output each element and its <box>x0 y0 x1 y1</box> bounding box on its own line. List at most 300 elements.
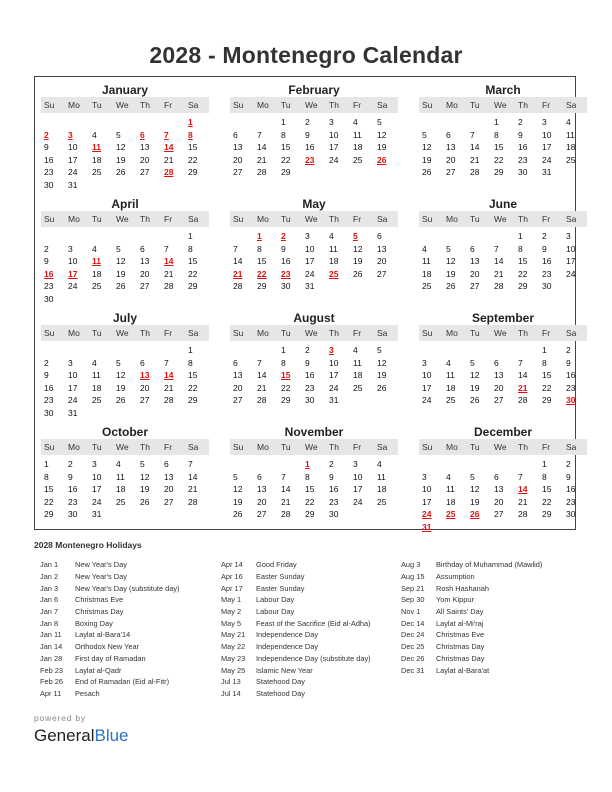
day-cell: 9 <box>329 471 334 482</box>
weekday-header <box>230 439 398 455</box>
day-cell: 4 <box>422 243 427 254</box>
day-cell: 28 <box>257 395 267 405</box>
day-cell: 7 <box>257 129 262 140</box>
holiday-name: New Year's Day <box>75 572 127 582</box>
day-cell: 24 <box>566 268 576 279</box>
holiday-row <box>221 653 371 665</box>
day-cell: 13 <box>164 471 174 482</box>
day-cell: 16 <box>305 142 315 152</box>
day-cell: 20 <box>446 154 456 165</box>
empty-cell <box>491 230 515 243</box>
weekday-label: Sa <box>566 214 577 224</box>
day-grid <box>419 116 587 179</box>
weekday-label: Th <box>329 100 339 110</box>
weekday-label: Th <box>518 214 528 224</box>
brand-general: General <box>34 726 95 745</box>
day-cell: 12 <box>233 484 243 494</box>
weekday-label: Tu <box>470 442 480 452</box>
holiday-name: First day of Ramadan <box>75 653 146 663</box>
holiday-date: Jan 11 <box>40 630 62 640</box>
holiday-row <box>401 641 542 653</box>
weekday-label: Tu <box>281 214 291 224</box>
day-cell: 30 <box>542 281 552 291</box>
day-cell: 23 <box>44 167 54 177</box>
day-cell: 30 <box>566 509 576 519</box>
day-cell: 22 <box>281 382 291 393</box>
holiday-date: Dec 14 <box>401 618 425 628</box>
weekday-label: Mo <box>257 328 269 338</box>
day-cell: 7 <box>518 471 523 482</box>
day-cell: 15 <box>542 370 552 380</box>
day-cell: 28 <box>518 395 528 405</box>
day-cell: 6 <box>470 243 475 254</box>
day-cell: 21 <box>164 154 174 165</box>
empty-cell <box>161 344 185 357</box>
holiday-date: Feb 23 <box>40 665 64 675</box>
day-cell: 15 <box>188 256 198 266</box>
month-name: May <box>302 197 326 211</box>
day-cell: 24 <box>353 496 363 507</box>
month-name: September <box>471 311 535 325</box>
day-cell: 6 <box>233 129 238 140</box>
day-cell: 27 <box>233 167 243 177</box>
day-cell: 21 <box>281 496 291 507</box>
day-cell: 5 <box>377 345 382 355</box>
day-cell: 2 <box>566 345 571 355</box>
day-cell: 18 <box>446 496 456 507</box>
holiday-name: Independence Day <box>256 642 319 652</box>
day-cell: 1 <box>188 231 193 241</box>
day-cell: 2 <box>68 459 73 469</box>
holiday-date: Jul 13 <box>221 677 241 687</box>
weekday-label: Mo <box>68 100 80 110</box>
day-cell: 10 <box>68 256 78 266</box>
brand-logo[interactable] <box>34 726 129 746</box>
day-cell: 15 <box>542 484 552 494</box>
day-cell: 6 <box>233 357 238 368</box>
weekday-label: Tu <box>470 214 480 224</box>
weekday-label: Tu <box>92 214 102 224</box>
day-cell: 15 <box>44 484 54 494</box>
weekday-label: We <box>305 214 318 224</box>
day-cell: 3 <box>92 459 97 469</box>
weekday-header <box>230 325 398 341</box>
empty-cell <box>467 458 491 471</box>
holiday-date: Apr 16 <box>221 572 243 582</box>
month-name: February <box>288 83 340 97</box>
day-cell: 27 <box>470 281 480 291</box>
weekday-header <box>419 97 587 113</box>
weekday-label: We <box>305 328 318 338</box>
holiday-name: End of Ramadan (Eid al-Fitr) <box>75 677 170 687</box>
day-cell: 20 <box>140 154 150 165</box>
day-cell: 19 <box>140 484 150 494</box>
holiday-date: Jul 14 <box>221 688 241 698</box>
day-cell: 9 <box>542 243 547 254</box>
holiday-day-cell: 1 <box>188 117 193 127</box>
empty-cell <box>65 116 89 129</box>
day-cell: 26 <box>422 167 432 177</box>
day-cell: 31 <box>542 167 552 177</box>
day-cell: 19 <box>353 256 363 266</box>
weekday-label: We <box>116 328 129 338</box>
month-july <box>41 311 209 419</box>
weekday-label: We <box>116 100 129 110</box>
day-cell: 9 <box>44 256 49 266</box>
holiday-row <box>40 594 180 606</box>
day-cell: 3 <box>305 231 310 241</box>
holiday-name: Easter Sunday <box>256 583 305 593</box>
empty-cell <box>467 230 491 243</box>
day-cell: 16 <box>281 256 291 266</box>
day-cell: 9 <box>68 471 73 482</box>
day-cell: 21 <box>257 154 267 165</box>
holiday-name: Laylat al-Bara'14 <box>75 630 131 640</box>
weekday-label: Su <box>422 100 433 110</box>
month-august <box>230 311 398 407</box>
empty-cell <box>419 458 443 471</box>
day-cell: 8 <box>281 129 286 140</box>
weekday-label: Th <box>140 214 150 224</box>
day-cell: 11 <box>446 484 455 494</box>
holiday-day-cell: 14 <box>164 370 174 380</box>
holiday-name: New Year's Day <box>75 560 127 570</box>
day-cell: 27 <box>164 496 174 507</box>
day-cell: 13 <box>233 142 243 152</box>
holiday-day-cell: 23 <box>281 268 291 279</box>
day-cell: 30 <box>518 167 528 177</box>
weekday-label: Fr <box>164 214 173 224</box>
day-cell: 17 <box>68 382 78 393</box>
day-cell: 15 <box>188 142 198 152</box>
day-cell: 3 <box>68 357 73 368</box>
weekday-label: Tu <box>470 328 480 338</box>
month-name: March <box>485 83 521 97</box>
day-cell: 25 <box>116 496 126 507</box>
day-cell: 29 <box>305 509 315 519</box>
day-cell: 24 <box>542 154 552 165</box>
holiday-day-cell: 1 <box>305 459 310 469</box>
weekday-label: Th <box>329 214 339 224</box>
holiday-day-cell: 25 <box>446 509 456 519</box>
weekday-label: Tu <box>92 328 102 338</box>
powered-by-label: powered by <box>34 713 86 723</box>
day-cell: 15 <box>494 142 504 152</box>
day-cell: 31 <box>329 395 339 405</box>
day-cell: 31 <box>305 281 315 291</box>
holiday-column <box>40 559 180 699</box>
holiday-day-cell: 1 <box>257 231 262 241</box>
empty-cell <box>161 116 185 129</box>
day-cell: 19 <box>446 268 456 279</box>
day-cell: 26 <box>377 382 387 393</box>
day-cell: 6 <box>494 471 499 482</box>
day-cell: 17 <box>329 370 339 380</box>
empty-cell <box>443 344 467 357</box>
day-cell: 14 <box>257 370 267 380</box>
day-cell: 19 <box>116 154 126 165</box>
holiday-row <box>401 559 542 571</box>
day-cell: 11 <box>116 471 125 482</box>
month-february <box>230 83 398 179</box>
day-grid <box>419 458 587 533</box>
day-cell: 4 <box>446 471 451 482</box>
day-cell: 16 <box>68 484 78 494</box>
day-cell: 29 <box>188 167 198 177</box>
empty-cell <box>443 230 467 243</box>
day-cell: 18 <box>353 142 363 152</box>
weekday-label: Sa <box>566 100 577 110</box>
empty-cell <box>89 116 113 129</box>
holiday-day-cell: 15 <box>281 370 291 380</box>
holiday-row <box>401 606 542 618</box>
day-cell: 6 <box>140 357 145 368</box>
day-cell: 23 <box>566 382 576 393</box>
weekday-header <box>419 211 587 227</box>
day-cell: 27 <box>494 509 504 519</box>
day-cell: 24 <box>68 167 78 177</box>
holiday-name: New Year's Day (substitute day) <box>75 583 180 593</box>
weekday-label: Fr <box>164 100 173 110</box>
day-cell: 18 <box>446 382 456 393</box>
day-cell: 1 <box>188 345 193 355</box>
empty-cell <box>230 344 254 357</box>
holiday-date: May 25 <box>221 665 246 675</box>
day-cell: 22 <box>44 496 54 507</box>
day-cell: 30 <box>329 509 339 519</box>
month-name: January <box>101 83 149 97</box>
day-grid <box>230 116 398 179</box>
holiday-name: Birthday of Muhammad (Mawlid) <box>436 560 543 570</box>
holiday-name: Rosh Hashanah <box>436 583 490 593</box>
day-cell: 12 <box>116 256 126 266</box>
day-cell: 8 <box>494 129 499 140</box>
page-title: 2028 - Montenegro Calendar <box>149 42 463 68</box>
day-cell: 4 <box>446 357 451 368</box>
day-cell: 20 <box>140 268 150 279</box>
holiday-day-cell: 26 <box>377 154 387 165</box>
day-cell: 11 <box>329 243 338 254</box>
day-cell: 13 <box>257 484 267 494</box>
holiday-date: Jan 28 <box>40 653 63 663</box>
holiday-day-cell: 14 <box>164 142 174 152</box>
day-cell: 5 <box>470 357 475 368</box>
weekday-label: We <box>116 214 129 224</box>
holiday-date: May 1 <box>221 595 242 605</box>
holiday-day-cell: 16 <box>44 268 54 279</box>
holiday-row <box>401 594 542 606</box>
empty-cell <box>161 230 185 243</box>
day-cell: 9 <box>281 243 286 254</box>
day-cell: 10 <box>305 243 315 254</box>
day-cell: 8 <box>44 471 49 482</box>
day-cell: 12 <box>446 256 456 266</box>
day-cell: 1 <box>281 345 286 355</box>
weekday-label: Su <box>44 214 55 224</box>
holiday-day-cell: 14 <box>164 256 174 266</box>
holiday-date: Apr 14 <box>221 560 243 570</box>
day-cell: 25 <box>566 154 576 165</box>
holiday-day-cell: 2 <box>44 129 49 140</box>
day-cell: 16 <box>44 154 54 165</box>
day-grid <box>419 344 587 407</box>
day-cell: 12 <box>422 142 432 152</box>
holiday-date: Aug 3 <box>401 560 421 570</box>
holiday-date: Nov 1 <box>401 607 421 617</box>
day-cell: 29 <box>542 395 552 405</box>
holiday-row <box>221 594 371 606</box>
weekday-label: Sa <box>188 328 199 338</box>
day-cell: 5 <box>470 471 475 482</box>
day-cell: 3 <box>566 231 571 241</box>
weekday-label: We <box>494 442 507 452</box>
holiday-row <box>40 582 180 594</box>
day-cell: 15 <box>188 370 198 380</box>
weekday-label: Fr <box>164 328 173 338</box>
holiday-date: Jan 14 <box>40 642 63 652</box>
day-cell: 26 <box>446 281 456 291</box>
day-cell: 13 <box>140 142 150 152</box>
day-cell: 23 <box>44 281 54 291</box>
day-cell: 19 <box>470 382 480 393</box>
weekday-label: Tu <box>92 100 102 110</box>
day-cell: 27 <box>377 268 387 279</box>
day-cell: 6 <box>257 471 262 482</box>
day-cell: 14 <box>188 471 198 482</box>
day-cell: 14 <box>281 484 291 494</box>
holiday-day-cell: 11 <box>92 256 101 266</box>
holiday-row <box>40 629 180 641</box>
weekday-label: Tu <box>92 442 102 452</box>
day-cell: 8 <box>188 243 193 254</box>
day-cell: 23 <box>329 496 339 507</box>
empty-cell <box>89 344 113 357</box>
weekday-label: Mo <box>446 100 458 110</box>
weekday-label: Sa <box>377 214 388 224</box>
day-cell: 16 <box>518 142 528 152</box>
weekday-label: Su <box>233 328 244 338</box>
holiday-day-cell: 22 <box>257 268 267 279</box>
month-october <box>41 425 209 521</box>
day-cell: 12 <box>140 471 150 482</box>
holiday-name: Easter Sunday <box>256 572 305 582</box>
day-cell: 13 <box>470 256 480 266</box>
day-cell: 26 <box>470 395 480 405</box>
day-cell: 19 <box>116 268 126 279</box>
day-cell: 26 <box>116 281 126 291</box>
weekday-label: We <box>494 328 507 338</box>
holiday-row <box>401 617 542 629</box>
day-cell: 11 <box>353 129 362 140</box>
day-cell: 27 <box>140 395 150 405</box>
day-cell: 10 <box>542 129 552 140</box>
month-june <box>419 197 587 293</box>
day-cell: 14 <box>470 142 480 152</box>
day-cell: 18 <box>353 370 363 380</box>
day-cell: 8 <box>188 357 193 368</box>
holiday-day-cell: 3 <box>68 129 73 140</box>
day-cell: 20 <box>233 382 243 393</box>
weekday-label: Su <box>44 328 55 338</box>
day-cell: 11 <box>566 129 575 140</box>
weekday-header <box>419 325 587 341</box>
day-cell: 10 <box>68 142 78 152</box>
holiday-date: May 21 <box>221 630 246 640</box>
holiday-row <box>40 664 180 676</box>
weekday-label: Mo <box>68 442 80 452</box>
day-cell: 29 <box>281 167 291 177</box>
day-cell: 26 <box>140 496 150 507</box>
month-may <box>230 197 398 293</box>
day-cell: 22 <box>188 154 198 165</box>
holiday-date: Dec 31 <box>401 665 425 675</box>
holiday-name: Labour Day <box>256 607 295 617</box>
day-cell: 7 <box>281 471 286 482</box>
day-cell: 10 <box>68 370 78 380</box>
month-name: July <box>112 311 137 325</box>
holiday-date: Jan 6 <box>40 595 59 605</box>
empty-cell <box>113 116 137 129</box>
holiday-name: Laylat al-Bara'at <box>436 665 490 675</box>
day-cell: 22 <box>542 496 552 507</box>
holiday-date: Jan 2 <box>40 572 59 582</box>
day-cell: 30 <box>44 407 54 418</box>
day-cell: 20 <box>494 382 504 393</box>
holiday-date: Dec 24 <box>401 630 425 640</box>
holiday-name: Laylat al-Qadr <box>75 665 122 675</box>
empty-cell <box>230 458 254 471</box>
weekday-header <box>419 439 587 455</box>
holiday-row <box>221 617 371 629</box>
month-name: June <box>488 197 517 211</box>
holiday-row <box>221 688 371 700</box>
day-cell: 25 <box>377 496 387 507</box>
holiday-row <box>221 664 371 676</box>
weekday-label: Mo <box>257 100 269 110</box>
day-cell: 8 <box>257 243 262 254</box>
empty-cell <box>278 458 302 471</box>
holiday-row <box>401 582 542 594</box>
day-grid <box>230 458 398 521</box>
holiday-row <box>221 571 371 583</box>
day-cell: 15 <box>305 484 315 494</box>
day-cell: 19 <box>470 496 480 507</box>
holiday-name: Independence Day (substitute day) <box>256 653 371 663</box>
holiday-row <box>221 606 371 618</box>
weekday-label: Mo <box>446 328 458 338</box>
day-cell: 20 <box>257 496 267 507</box>
empty-cell <box>89 230 113 243</box>
holiday-date: Sep 21 <box>401 583 425 593</box>
day-cell: 4 <box>92 243 97 254</box>
day-cell: 18 <box>377 484 387 494</box>
day-cell: 29 <box>188 395 198 405</box>
day-cell: 10 <box>92 471 102 482</box>
day-cell: 10 <box>422 484 432 494</box>
weekday-header <box>41 325 209 341</box>
day-grid <box>419 230 587 293</box>
day-cell: 1 <box>281 117 286 127</box>
weekday-label: Su <box>233 442 244 452</box>
holiday-day-cell: 21 <box>233 268 243 279</box>
day-cell: 21 <box>188 484 198 494</box>
holiday-date: Jan 8 <box>40 618 59 628</box>
weekday-label: Th <box>329 328 339 338</box>
day-cell: 21 <box>518 496 528 507</box>
holiday-date: May 2 <box>221 607 242 617</box>
holiday-name: Christmas Eve <box>75 595 124 605</box>
day-cell: 9 <box>305 357 310 368</box>
